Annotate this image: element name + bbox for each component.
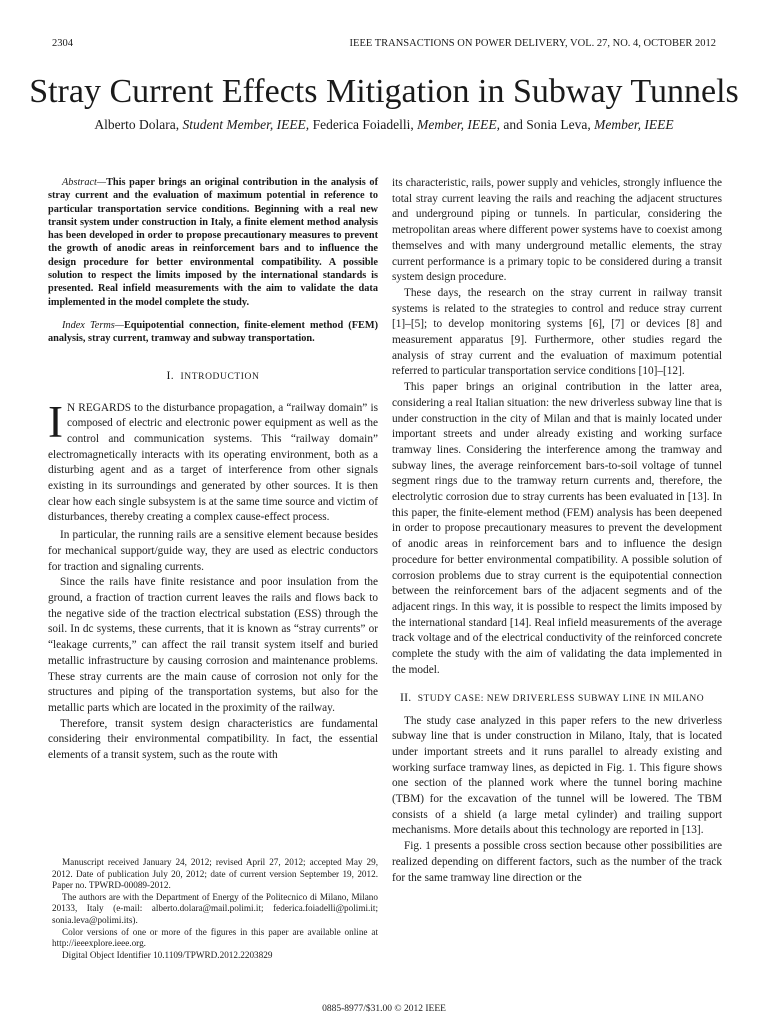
- page-number: 2304: [52, 38, 73, 49]
- intro-paragraph-4: Therefore, transit system design characteristics are fundamental considering their environmental compatibility. In fact, the essential elements of a transit system, such as the route with: [48, 717, 378, 762]
- author-name: Federica Foiadelli,: [312, 117, 414, 132]
- intro-paragraph-1: [48, 396, 378, 527]
- section-title: INTRODUCTION: [180, 371, 260, 382]
- footnote-doi: Digital Object Identifier 10.1109/TPWRD.2012.2203829: [62, 949, 273, 960]
- drop-cap: I: [48, 396, 63, 447]
- author-line: [0, 116, 768, 134]
- footnotes: [52, 857, 378, 961]
- right-paragraph-3: This paper brings an original contribution in the latter area, considering a real Italian situation: the new driverless subway line that is under construction in the city of Milan and that is mainly located under important streets and under already existing and working surface tramway lines. Considering the interference among the tramway and subway lines, the average reinforcement bars-to-soil voltage of tunnel segment rings due to the tramway return currents and, therefore, the electrolytic corrosion due to stray currents has been evaluated in [13]. In this paper, the finite-element method (FEM) analysis has been deepened in order to propose precautionary measures to prevent the development of anodic areas in reinforcement bars and to influence the design procedure for better environmental compatibility. A possible solution of corrosion problems due to stray current is the equipotential connection between the reinforcement bars of the adjacent segments and of the adjacent rings. In this way, it is possible to respect the limits imposed by the international standard [14]. Real infield measurements of the average track voltage and of the electrical conductivity of the reinforced concrete complete the study with the aim of validating the data implemented in the model.: [392, 381, 722, 676]
- abstract: [48, 176, 378, 309]
- running-header: [52, 38, 716, 52]
- right-paragraph-5: Fig. 1 presents a possible cross section because other possibilities are realized depending on different factors, such as the number of the track for the same tramway line direction or the: [392, 840, 722, 884]
- section-numeral: II.: [400, 689, 412, 704]
- author-role: Student Member, IEEE,: [182, 117, 310, 132]
- author-role: Member, IEEE,: [417, 117, 501, 132]
- paragraph-text: N REGARDS to the disturbance propagation, a “railway domain” is composed of electric and electronic power equipment as well as the control and communication systems. This “railway domain” electromagnetically interacts with its operating environment, both as a disturbing agent and as a target of interference from other signals existing in its surroundings and generated by other sources. It is then clear how each single subsystem is at the same time source and victim of disturbances, thereby creating a complex cause-effect process.: [48, 401, 378, 524]
- abstract-text: This paper brings an original contribution in the analysis of stray current and the evaluation of maximum potential in reference to particular transportation service conditions. Beginning with a real new transit system under construction in Italy, a finite element method analysis has been developed in order to propose precautionary measures to prevent the growth of anodic areas in reinforcement bars and to influence the design procedure for better environmental compatibility. A possible solution to respect the limits imposed by the international standards is presented. Real infield measurements with the aim to validate the data implemented in the model complete the study.: [48, 177, 378, 308]
- footnote-color: Color versions of one or more of the figures in this paper are available online at http://ieeexplore.ieee.org.: [52, 926, 378, 949]
- author-role: Member, IEEE: [594, 117, 674, 132]
- intro-paragraph-2: In particular, the running rails are a sensitive element because besides for mechanical support/guide way, they are used as electric conductors for traction and signaling currents.: [48, 529, 378, 573]
- section-heading-study-case: [400, 690, 722, 705]
- section-numeral: I.: [166, 367, 174, 382]
- paper-title: Stray Current Effects Mitigation in Subway Tunnels: [29, 73, 739, 110]
- right-paragraph-2: These days, the research on the stray current in railway transit systems is related to the strategies to control and reduce stray current [1]–[5]; to develop monitoring systems [6], [7] or devices [8] and measurement apparatus [9]. Furthermore, other studies regard the analysis of stray current and the evaluation of maximum potential referred to particular transportation service conditions [10]–[12].: [392, 286, 722, 378]
- section-heading-introduction: [48, 368, 378, 385]
- right-paragraph-1: its characteristic, rails, power supply and vehicles, strongly influence the total stray current leaving the rails and reaching the adjacent structures and underground piping or tunnels. In particular, considering the metropolitan areas where different power systems have to coexist among themselves and with many underground metallic elements, the stray current performance is a primary topic to be considered during a transit system design procedure.: [392, 177, 722, 284]
- index-terms-label: Index Terms—: [62, 319, 124, 331]
- right-column: [392, 176, 722, 886]
- intro-paragraph-3: Since the rails have finite resistance and poor insulation from the ground, a fraction of traction current leaves the rails and flows back to the negative side of the traction electrical substation (ESS) through the soil. In dc systems, these currents, that it is known as “stray currents” or “leakage currents,” can affect the rail transit system itself and buried metallic infrastructure by causing corrosion and maintenance problems. These stray currents are the main cause of corrosion not only for the structures and piping of the transportation systems, but also for the metallic parts which are located in the proximity of the railway.: [48, 576, 378, 714]
- abstract-label: Abstract—: [62, 177, 107, 188]
- index-terms-text: Equipotential connection, finite-element method (FEM) analysis, stray current, tramway and subway transportation.: [48, 319, 379, 345]
- footnote-authors: The authors are with the Department of Energy of the Politecnico di Milano, Milano 20133, Italy (e-mail: alberto.dolara@mail.polimi.it; federica.foiadelli@polimi.it; sonia.leva@polimi.its).: [52, 891, 378, 925]
- left-column: [48, 176, 378, 764]
- author-name: and Sonia Leva,: [503, 117, 591, 132]
- index-terms: [48, 319, 378, 346]
- journal-header: IEEE TRANSACTIONS ON POWER DELIVERY, VOL. 27, NO. 4, OCTOBER 2012: [349, 38, 716, 49]
- right-paragraph-4: The study case analyzed in this paper refers to the new driverless subway line that is under construction in Milano, Italy, that is located under important streets and it runs parallel to already existing and working surface tramway lines, as depicted in Fig. 1. This figure shows one section of the planned work where the tunnel boring machine (TBM) for the excavation of the tunnel will be lowered. The TBM consists of a shield (a large metal cylinder) and trailing support mechanisms. More details about this technology are reported in [13].: [392, 714, 722, 837]
- copyright-footer: 0885-8977/$31.00 © 2012 IEEE: [322, 1004, 446, 1014]
- section-title: STUDY CASE: NEW DRIVERLESS SUBWAY LINE IN MILANO: [417, 693, 705, 704]
- footnote-manuscript: Manuscript received January 24, 2012; revised April 27, 2012; accepted May 29, 2012. Date of publication July 20, 2012; date of current version September 19, 2012. Paper no. TPWRD-00089-2012.: [52, 857, 378, 891]
- author-name: Alberto Dolara,: [94, 117, 180, 132]
